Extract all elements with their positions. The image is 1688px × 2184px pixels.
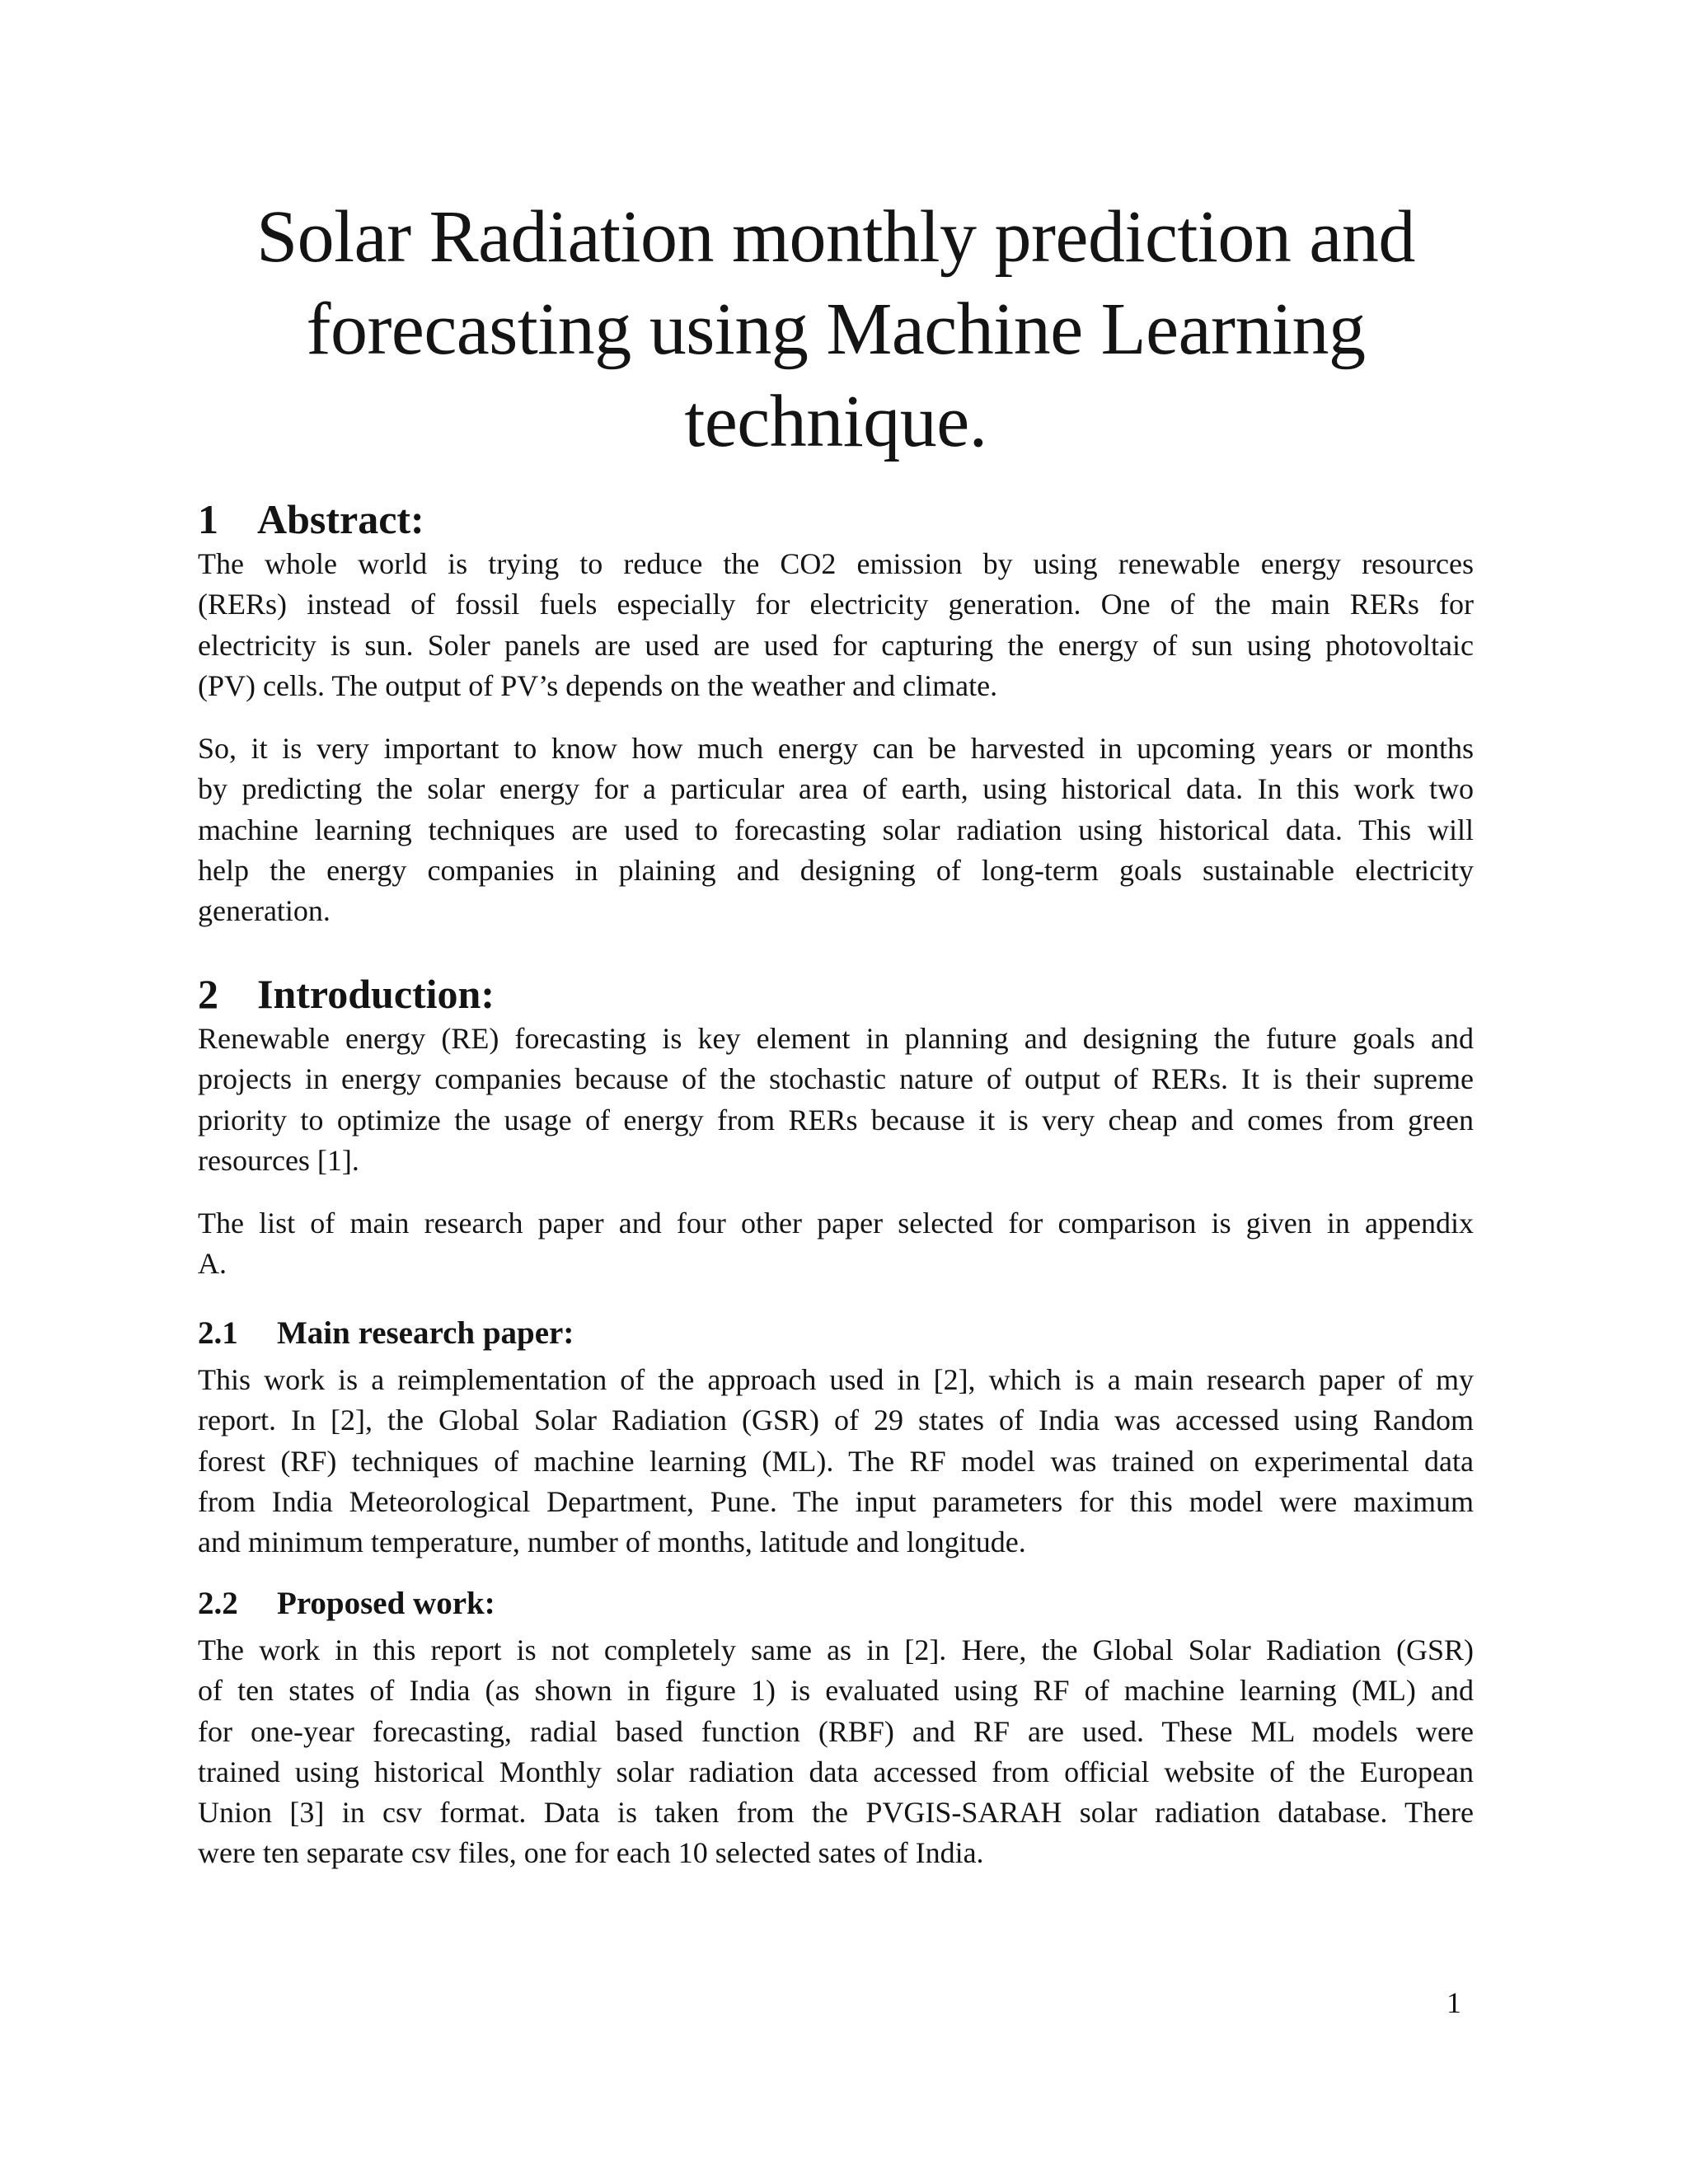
subsection-title: Proposed work: xyxy=(277,1586,495,1621)
text-line: Union [3] in csv format. Data is taken from the PVGIS-SARAH solar radiation database. There xyxy=(198,1796,1474,1830)
subsection-number: 2.1 xyxy=(198,1315,238,1351)
text-line: forest (RF) techniques of machine learning (ML). The RF model was trained on experimental data xyxy=(198,1444,1474,1478)
section-heading-abstract xyxy=(198,494,424,544)
section-heading-introduction xyxy=(198,969,495,1019)
text-line: for one-year forecasting, radial based function (RBF) and RF are used. These ML models were xyxy=(198,1714,1474,1748)
text-line: electricity is sun. Soler panels are used are used for capturing the energy of sun using photovoltaic xyxy=(198,628,1474,662)
text-line: of ten states of India (as shown in figure 1) is evaluated using RF of machine learning (ML) and xyxy=(198,1674,1474,1708)
page-number: 1 xyxy=(1447,1986,1461,2019)
text-line: projects in energy companies because of the stochastic nature of output of RERs. It is their supreme xyxy=(198,1062,1474,1096)
abstract-paragraph-1 xyxy=(198,544,1474,706)
text-line: The whole world is trying to reduce the CO2 emission by using renewable energy resources xyxy=(198,547,1474,580)
text-line: priority to optimize the usage of energy from RERs because it is very cheap and comes from green xyxy=(198,1103,1474,1137)
text-line: (PV) cells. The output of PV’s depends on the weather and climate. xyxy=(198,668,998,702)
text-line: and minimum temperature, number of months, latitude and longitude. xyxy=(198,1526,1026,1559)
section-title: Abstract: xyxy=(257,496,424,542)
main-research-paragraph xyxy=(198,1360,1474,1563)
introduction-paragraph-2 xyxy=(198,1203,1474,1285)
section-number: 1 xyxy=(198,496,218,542)
text-line: machine learning techniques are used to forecasting solar radiation using historical data. This will xyxy=(198,813,1474,846)
text-line: A. xyxy=(198,1247,227,1281)
text-line: The list of main research paper and four other paper selected for comparison is given in appendix xyxy=(198,1207,1474,1240)
text-line: resources [1]. xyxy=(198,1143,359,1177)
text-line: help the energy companies in plaining and designing of long-term goals sustainable electricity xyxy=(198,853,1474,887)
text-line: were ten separate csv files, one for each 10 selected sates of India. xyxy=(198,1836,984,1870)
subsection-heading-main-research xyxy=(198,1314,574,1353)
subsection-number: 2.2 xyxy=(198,1586,238,1621)
text-line: by predicting the solar energy for a particular area of earth, using historical data. In this work two xyxy=(198,772,1474,806)
text-line: This work is a reimplementation of the approach used in [2], which is a main research paper of my xyxy=(198,1363,1474,1396)
text-line: The work in this report is not completely same as in [2]. Here, the Global Solar Radiation (GSR) xyxy=(198,1633,1474,1666)
introduction-paragraph-1 xyxy=(198,1019,1474,1181)
text-line: trained using historical Monthly solar radiation data accessed from official website of the European xyxy=(198,1755,1474,1788)
proposed-work-paragraph xyxy=(198,1630,1474,1874)
text-line: Renewable energy (RE) forecasting is key element in planning and designing the future goals and xyxy=(198,1022,1474,1055)
section-title: Introduction: xyxy=(257,971,495,1017)
text-line: report. In [2], the Global Solar Radiation (GSR) of 29 states of India was accessed using Random xyxy=(198,1404,1474,1437)
abstract-paragraph-2 xyxy=(198,729,1474,931)
subsection-heading-proposed-work xyxy=(198,1584,495,1624)
text-line: So, it is very important to know how much energy can be harvested in upcoming years or months xyxy=(198,732,1474,765)
document-title: Solar Radiation monthly prediction and forecasting using Machine Learning technique. xyxy=(256,196,1415,462)
subsection-title: Main research paper: xyxy=(277,1315,574,1351)
text-line: from India Meteorological Department, Pune. The input parameters for this model were maximum xyxy=(198,1484,1474,1518)
section-number: 2 xyxy=(198,971,218,1017)
text-line: (RERs) instead of fossil fuels especially for electricity generation. One of the main RERs for xyxy=(198,588,1474,621)
text-line: generation. xyxy=(198,894,331,928)
